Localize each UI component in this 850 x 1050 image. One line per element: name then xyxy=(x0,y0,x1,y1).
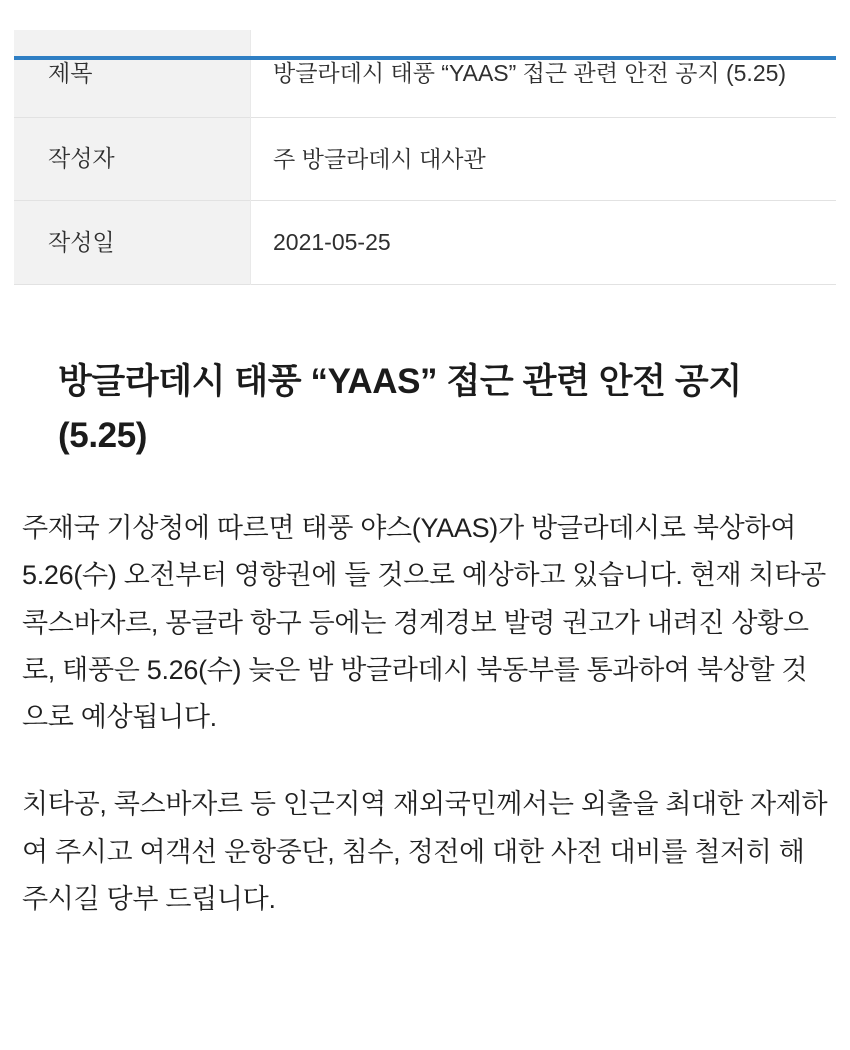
meta-label-author: 작성자 xyxy=(14,117,251,201)
meta-label-title: 제목 xyxy=(14,30,251,117)
article-body xyxy=(22,505,828,923)
article xyxy=(0,285,850,924)
meta-value-date: 2021-05-25 xyxy=(273,229,391,255)
meta-value-author: 주 방글라데시 대사관 xyxy=(273,145,486,172)
accent-bar xyxy=(14,56,836,60)
meta-value-title: 방글라데시 태풍 “YAAS” 접근 관련 안전 공지 (5.25) xyxy=(273,60,787,86)
article-paragraph: 치타공, 콕스바자르 등 인근지역 재외국민께서는 외출을 최대한 자제하여 주시고 여객선 운항중단, 침수, 정전에 대한 사전 대비를 철저히 해주시길 당부 드립니다. xyxy=(22,789,828,914)
meta-label-date: 작성일 xyxy=(14,201,251,285)
metadata-table xyxy=(14,30,836,285)
table-row xyxy=(14,201,836,285)
table-row xyxy=(14,30,836,117)
article-paragraph: 주재국 기상청에 따르면 태풍 야스(YAAS)가 방글라데시로 북상하여 5.26(수) 오전부터 영향권에 들 것으로 예상하고 있습니다. 현재 치타공 콕스바자르, 몽글라 항구 등에는 경계경보 발령 권고가 내려진 상황으로, 태풍은 5.26(수) 늦은 밤 방글라데시 북동부를 통과하여 북상할 것으로 예상됩니다. xyxy=(22,513,826,732)
document-page xyxy=(0,30,850,1050)
page-title: 방글라데시 태풍 “YAAS” 접근 관련 안전 공지 (5.25) xyxy=(58,361,742,455)
table-row xyxy=(14,117,836,201)
